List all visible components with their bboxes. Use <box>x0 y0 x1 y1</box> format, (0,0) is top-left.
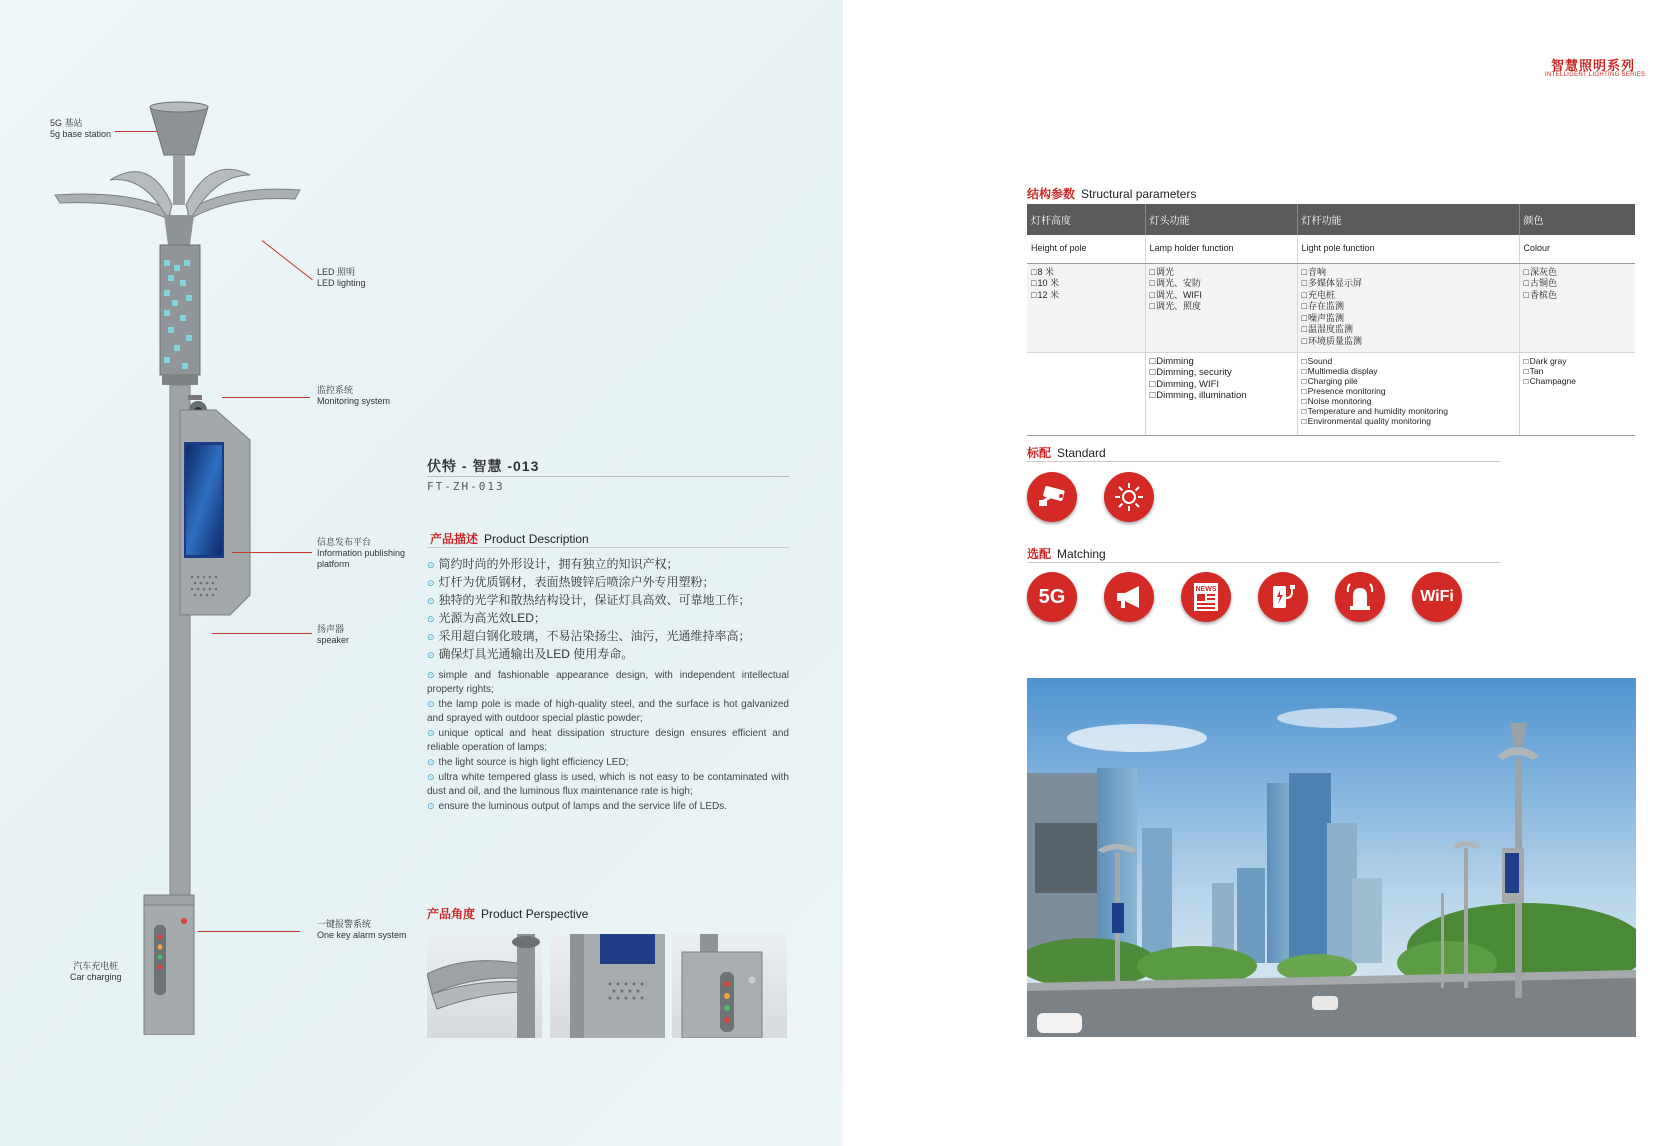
callout-en: Information publishing <box>317 548 406 558</box>
option-item: □ Environmental quality monitoring <box>1302 416 1515 426</box>
table-cell <box>1519 263 1635 352</box>
list-item: ⊙ ensure the luminous output of lamps and the service life of LEDs. <box>427 799 789 814</box>
column-header: 灯杆高度 <box>1027 204 1145 235</box>
column-header: 颜色 <box>1519 204 1635 235</box>
product-code: FT-ZH-013 <box>427 480 505 493</box>
table-row <box>1027 263 1635 352</box>
option-item: □ 8 米 <box>1031 267 1141 279</box>
perspective-image-lamp-head <box>427 934 542 1038</box>
table-cell <box>1027 352 1145 435</box>
callout-en: One key alarm system <box>317 930 407 940</box>
option-item: □ 调光 <box>1150 267 1293 279</box>
callout-cn: LED 照明 <box>317 267 356 277</box>
perspective-image-base <box>672 934 787 1038</box>
option-item: □ Dimming, WIFI <box>1150 379 1293 391</box>
option-item: □ 环境质量监测 <box>1302 336 1515 348</box>
option-item: □ 充电桩 <box>1302 290 1515 302</box>
option-item: □ Dimming, security <box>1150 367 1293 379</box>
standard-heading <box>1027 444 1106 461</box>
city-street-photo <box>1027 678 1636 1037</box>
structural-heading <box>1027 185 1196 202</box>
news-label: NEWS <box>1195 586 1217 593</box>
table-cell <box>1297 263 1519 352</box>
callout-info-platform <box>317 537 405 570</box>
charger-icon <box>1258 572 1308 622</box>
column-subheader: Lamp holder function <box>1145 235 1297 263</box>
table-header-row <box>1027 204 1635 235</box>
callout-en: speaker <box>317 635 350 645</box>
callout-cn: 5G 基站 <box>50 118 83 128</box>
description-heading <box>430 530 589 547</box>
callout-alarm <box>317 919 407 941</box>
megaphone-icon <box>1104 572 1154 622</box>
option-item: □ 10 米 <box>1031 278 1141 290</box>
column-subheader: Colour <box>1519 235 1635 263</box>
option-item: □ 调光、安防 <box>1150 278 1293 290</box>
table-cell <box>1297 352 1519 435</box>
callout-car-charging <box>70 961 122 983</box>
heading-cn: 选配 <box>1027 547 1052 561</box>
divider <box>1027 562 1501 563</box>
option-item: □ 12 米 <box>1031 290 1141 302</box>
heading-cn: 产品描述 <box>430 532 479 546</box>
column-header: 灯头功能 <box>1145 204 1297 235</box>
option-item: □ Champagne <box>1524 376 1632 386</box>
option-item: □ Multimedia display <box>1302 366 1515 376</box>
table-subheader-row <box>1027 235 1635 263</box>
heading-en: Structural parameters <box>1081 187 1197 201</box>
option-item: □ Dark gray <box>1524 356 1632 366</box>
callout-speaker <box>317 624 349 646</box>
callout-cn: 汽车充电桩 <box>73 961 119 971</box>
option-item: □ 存在监测 <box>1302 301 1515 313</box>
column-subheader: Light pole function <box>1297 235 1519 263</box>
description-cn-list <box>427 556 797 664</box>
5g-icon <box>1027 572 1077 622</box>
leader-line <box>212 633 312 634</box>
list-item: ⊙ 简约时尚的外形设计，拥有独立的知识产权； <box>427 556 797 574</box>
list-item: ⊙ unique optical and heat dissipation structure design ensures efficient and reliable operation of lamps; <box>427 726 789 755</box>
heading-en: Standard <box>1057 446 1106 460</box>
heading-en: Matching <box>1057 547 1106 561</box>
wifi-label: WiFi <box>1420 588 1454 605</box>
divider <box>1027 461 1501 462</box>
leader-line <box>198 931 300 932</box>
list-item: ⊙ 光源为高光效LED； <box>427 610 797 628</box>
divider <box>427 547 789 548</box>
callout-monitoring <box>317 385 390 407</box>
column-header: 灯杆功能 <box>1297 204 1519 235</box>
divider <box>427 476 789 477</box>
option-item: □ Noise monitoring <box>1302 396 1515 406</box>
perspective-image-speaker <box>550 934 665 1038</box>
heading-cn: 结构参数 <box>1027 187 1076 201</box>
list-item: ⊙ 确保灯具光通输出及LED 使用寿命。 <box>427 646 797 664</box>
heading-cn: 标配 <box>1027 446 1052 460</box>
option-item: □ 香槟色 <box>1524 290 1632 302</box>
list-item: ⊙ simple and fashionable appearance design, with independent intellectual property rights; <box>427 668 789 697</box>
product-title: 伏特 - 智慧 -013 <box>427 458 540 474</box>
option-item: □ 多媒体显示屏 <box>1302 278 1515 290</box>
table-cell <box>1027 263 1145 352</box>
callout-led-lighting <box>317 267 366 289</box>
option-item: □ 古铜色 <box>1524 278 1632 290</box>
heading-en: Product Description <box>484 532 589 546</box>
smart-pole-illustration <box>40 95 310 1035</box>
heading-en: Product Perspective <box>481 907 589 921</box>
callout-cn: 监控系统 <box>317 385 354 395</box>
table-cell <box>1145 263 1297 352</box>
table-row <box>1027 352 1635 435</box>
perspective-heading <box>427 905 588 922</box>
callout-en: Car charging <box>70 972 122 982</box>
sun-icon <box>1104 472 1154 522</box>
callout-cn: 信息发布平台 <box>317 537 372 547</box>
option-item: □ Dimming, illumination <box>1150 390 1293 402</box>
leader-line <box>222 397 310 398</box>
callout-en: Monitoring system <box>317 396 391 406</box>
list-item: ⊙ the lamp pole is made of high-quality steel, and the surface is hot galvanized and sprayed with outdoor special plastic powder; <box>427 697 789 726</box>
list-item: ⊙ 独特的光学和散热结构设计，保证灯具高效、可靠地工作； <box>427 592 797 610</box>
list-item: ⊙ 采用超白钢化玻璃，不易沾染扬尘、油污，光通维持率高； <box>427 628 797 646</box>
table-cell <box>1519 352 1635 435</box>
option-item: □ Sound <box>1302 356 1515 366</box>
5g-label: 5G <box>1038 585 1066 608</box>
option-item: □ Dimming <box>1150 356 1293 368</box>
description-en-list <box>427 668 789 814</box>
option-item: □ Presence monitoring <box>1302 386 1515 396</box>
option-item: □ Tan <box>1524 366 1632 376</box>
leader-line <box>232 552 312 553</box>
callout-en: platform <box>317 559 350 569</box>
option-item: □ 深灰色 <box>1524 267 1632 279</box>
camera-icon <box>1027 472 1077 522</box>
option-item: □ Temperature and humidity monitoring <box>1302 406 1515 416</box>
list-item: ⊙ the light source is high light efficiency LED; <box>427 755 789 770</box>
callout-cn: 一键报警系统 <box>317 919 372 929</box>
table-cell <box>1145 352 1297 435</box>
leader-line <box>115 131 157 132</box>
structural-parameters-table <box>1027 204 1635 436</box>
option-item: □ 调光、照度 <box>1150 301 1293 313</box>
callout-en: LED lighting <box>317 278 366 288</box>
callout-cn: 扬声器 <box>317 624 345 634</box>
news-icon <box>1181 572 1231 622</box>
callout-5g-base-station <box>50 118 111 140</box>
matching-heading <box>1027 545 1106 562</box>
option-item: □ Charging pile <box>1302 376 1515 386</box>
brand-series-title: 智慧照明系列 <box>1551 58 1636 73</box>
brand-series-subtitle: INTELLIGENT LIGHTING SERIES <box>1545 72 1646 78</box>
option-item: □ 噪声监测 <box>1302 313 1515 325</box>
callout-en: 5g base station <box>50 129 112 139</box>
column-subheader: Height of pole <box>1027 235 1145 263</box>
option-item: □ 音响 <box>1302 267 1515 279</box>
list-item: ⊙ ultra white tempered glass is used, which is not easy to be contaminated with dust and oil, and the luminous flux maintenance rate is high; <box>427 770 789 799</box>
list-item: ⊙ 灯杆为优质钢材，表面热镀锌后喷涂户外专用塑粉； <box>427 574 797 592</box>
option-item: □ 温湿度监测 <box>1302 324 1515 336</box>
alarm-light-icon <box>1335 572 1385 622</box>
heading-cn: 产品角度 <box>427 907 476 921</box>
option-item: □ 调光、WIFI <box>1150 290 1293 302</box>
wifi-icon <box>1412 572 1462 622</box>
